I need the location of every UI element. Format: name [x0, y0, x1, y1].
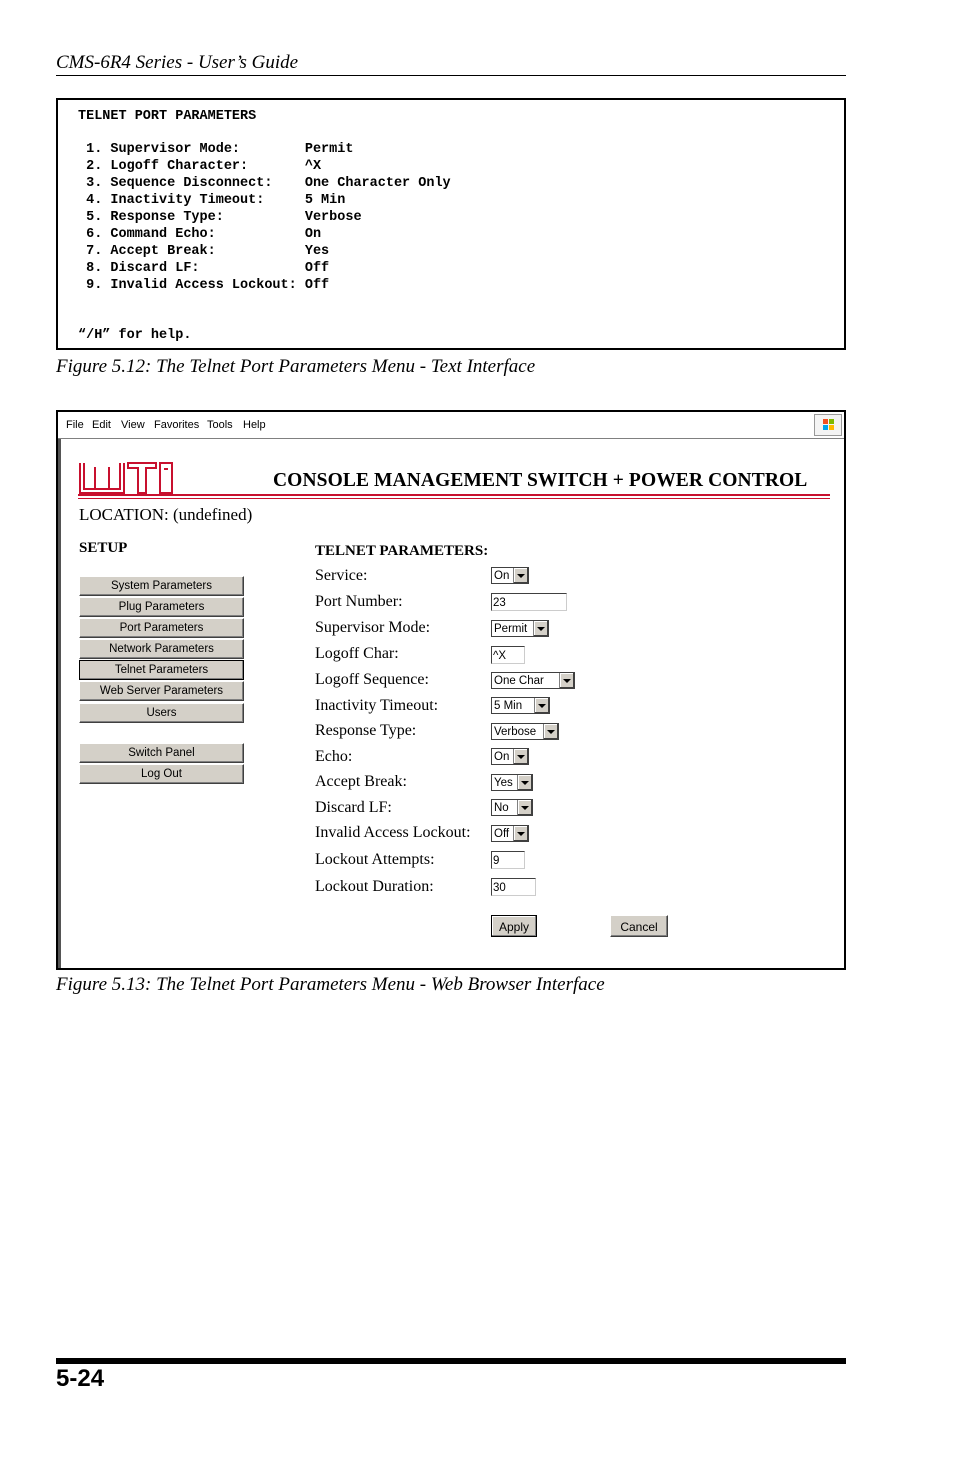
echo-select[interactable] [491, 748, 529, 765]
field-label: Service: [315, 567, 368, 584]
nav-system-parameters-button[interactable]: System Parameters [79, 576, 244, 596]
title-rule [78, 494, 830, 496]
nav-network-parameters-button[interactable]: Network Parameters [79, 639, 244, 659]
browser-menu-bar [58, 412, 844, 439]
lockout-duration-input[interactable]: 30 [491, 878, 536, 896]
nav-log-out-button[interactable]: Log Out [79, 764, 244, 784]
terminal-line: 9. Invalid Access Lockout: Off [78, 278, 330, 293]
field-label: Logoff Sequence: [315, 671, 429, 688]
dropdown-arrow-icon[interactable] [517, 775, 532, 790]
dropdown-arrow-icon[interactable] [559, 673, 574, 688]
select-value: Yes [494, 777, 513, 789]
menu-help[interactable]: Help [243, 419, 266, 431]
logoff-char-input[interactable]: ^X [491, 646, 525, 664]
nav-plug-parameters-button[interactable]: Plug Parameters [79, 597, 244, 617]
field-label: Port Number: [315, 593, 403, 610]
terminal-line: 1. Supervisor Mode: Permit [78, 142, 354, 157]
field-label: Lockout Duration: [315, 878, 434, 895]
terminal-help-hint: “/H” for help. [78, 328, 192, 343]
menu-edit[interactable]: Edit [92, 419, 111, 431]
select-value: One Char [494, 675, 544, 687]
select-value: 5 Min [494, 700, 523, 712]
page-number: 5-24 [56, 1365, 105, 1392]
discard-lf-select[interactable] [491, 799, 533, 816]
field-label: Inactivity Timeout: [315, 697, 439, 714]
field-label: Echo: [315, 748, 353, 765]
dropdown-arrow-icon[interactable] [513, 568, 528, 583]
dropdown-arrow-icon[interactable] [513, 826, 528, 841]
figure-5-13-caption: Figure 5.13: The Telnet Port Parameters Menu - Web Browser Interface [56, 974, 605, 995]
supervisor-mode-select[interactable] [491, 620, 549, 637]
select-value: On [494, 751, 510, 763]
terminal-line: 2. Logoff Character: ^X [78, 159, 322, 174]
header-rule [56, 75, 846, 76]
nav-web-server-parameters-button[interactable]: Web Server Parameters [79, 681, 244, 701]
setup-heading: SETUP [79, 540, 128, 556]
dropdown-arrow-icon[interactable] [543, 724, 558, 739]
lockout-attempts-input[interactable]: 9 [491, 851, 525, 869]
apply-button[interactable]: Apply [491, 915, 537, 937]
logoff-sequence-select[interactable] [491, 672, 575, 689]
menu-view[interactable]: View [121, 419, 145, 431]
select-value: No [494, 802, 509, 814]
web-page-content [58, 439, 846, 968]
invalid-access-lockout-select[interactable] [491, 825, 529, 842]
telnet-text-terminal [56, 98, 846, 350]
terminal-line: 5. Response Type: Verbose [78, 210, 362, 225]
nav-port-parameters-button[interactable]: Port Parameters [79, 618, 244, 638]
field-label: Accept Break: [315, 773, 407, 790]
terminal-title: TELNET PORT PARAMETERS [78, 109, 257, 124]
dropdown-arrow-icon[interactable] [513, 749, 528, 764]
location-label: LOCATION: (undefined) [79, 505, 253, 524]
field-label: Discard LF: [315, 799, 392, 816]
footer-rule [56, 1358, 846, 1364]
terminal-line: 7. Accept Break: Yes [78, 244, 330, 259]
terminal-line: 4. Inactivity Timeout: 5 Min [78, 193, 346, 208]
inactivity-timeout-select[interactable] [491, 697, 550, 714]
section-title: TELNET PARAMETERS: [315, 543, 489, 559]
accept-break-select[interactable] [491, 774, 533, 791]
windows-logo-icon [814, 414, 842, 436]
menu-tools[interactable]: Tools [207, 419, 233, 431]
field-label: Logoff Char: [315, 645, 399, 662]
nav-telnet-parameters-button[interactable]: Telnet Parameters [79, 660, 244, 680]
field-label: Response Type: [315, 722, 417, 739]
dropdown-arrow-icon[interactable] [517, 800, 532, 815]
port-number-input[interactable]: 23 [491, 593, 567, 611]
response-type-select[interactable] [491, 723, 559, 740]
field-label: Supervisor Mode: [315, 619, 431, 636]
page-title: CONSOLE MANAGEMENT SWITCH + POWER CONTROL [273, 470, 808, 491]
terminal-line: 3. Sequence Disconnect: One Character Only [78, 176, 451, 191]
guide-title: CMS-6R4 Series - User’s Guide [56, 52, 299, 73]
field-label: Lockout Attempts: [315, 851, 435, 868]
nav-switch-panel-button[interactable]: Switch Panel [79, 743, 244, 763]
terminal-line: 8. Discard LF: Off [78, 261, 330, 276]
terminal-line: 6. Command Echo: On [78, 227, 322, 242]
figure-5-12-caption: Figure 5.12: The Telnet Port Parameters Menu - Text Interface [56, 356, 536, 377]
select-value: Verbose [494, 726, 537, 738]
menu-favorites[interactable]: Favorites [154, 419, 200, 431]
select-value: On [494, 570, 510, 582]
nav-users-button[interactable]: Users [79, 703, 244, 723]
menu-file[interactable]: File [66, 419, 84, 431]
dropdown-arrow-icon[interactable] [533, 621, 548, 636]
browser-window [56, 410, 846, 970]
dropdown-arrow-icon[interactable] [534, 698, 549, 713]
select-value: Off [494, 828, 510, 840]
title-rule-thin [78, 498, 830, 499]
field-label: Invalid Access Lockout: [315, 824, 471, 841]
service-select[interactable] [491, 567, 529, 584]
cancel-button[interactable]: Cancel [610, 915, 668, 937]
select-value: Permit [494, 623, 528, 635]
